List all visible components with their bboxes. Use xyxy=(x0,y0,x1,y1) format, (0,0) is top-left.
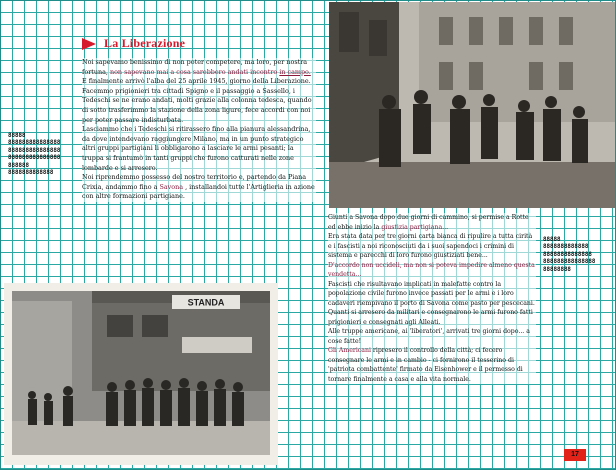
text-column-1 xyxy=(82,58,316,202)
standa-sign-text: STANDA xyxy=(187,297,225,308)
paragraph: Giunti a Savona dopo due giorni di cammino, si permise a Rotte ed ebbe inizio la giustizia partigiana... xyxy=(328,214,529,231)
paragraph: Facemmo prigionieri tra cittadì Spigno e il passaggio a Sassello, i Tedeschi se ne erano andati, molti grazie alla colonna tedesca, quando di sotto trasferimmo la stazione della zona ligure, fece accordi con noi per poter passare indisturbata. xyxy=(82,86,312,124)
arrow-right-icon xyxy=(82,38,96,50)
photo-partisans-standa xyxy=(4,283,278,465)
page-number: 17 xyxy=(564,449,586,461)
paragraph: Quanti si arresero da militari e consegnarono le armi furono fatti prigionieri e consegnati agli Alleati. xyxy=(328,309,533,326)
highlight-text: non sapevano mai a cosa sarebbero andati incontro xyxy=(109,67,278,76)
photo-partisans-street xyxy=(329,2,615,208)
paragraph: Noi sapevamo benissimo di non poter competere, ma loro, per nostra fortuna, non sapevano mai a cosa sarebbero andati incontro in campo. xyxy=(82,58,311,76)
photo-partisans-street-image xyxy=(329,2,615,208)
highlight-text: Gli Americani xyxy=(328,347,371,354)
highlight-text: in campo. xyxy=(279,67,311,76)
paragraph: Lasciammo che i Tedeschi si ritirassero fino alla pianura alessandrina, da dove intendevano raggiungere Milano, ma in un punto strategico altri gruppi partigiani li obbligarono a lasciare le armi pesanti; la truppa si frantumò in tanti gruppi che furono catturati nelle zone lombarde e si arresero. xyxy=(82,125,311,172)
paragraph: Noi riprendemmo possesso del nostro territorio e, partendo da Piana Crixia, andammo fino a Savona , installandoi tutte l'Artiglieria in azione con altre formazioni partigiane. xyxy=(82,173,315,201)
paragraph: Alle truppe americane, ai 'liberatori', arrivati tre giorni dopo... a cose fatte! xyxy=(328,328,530,345)
section-title-text: La Liberazione xyxy=(104,36,186,50)
text-column-2 xyxy=(328,213,536,384)
highlight-paragraph: D'accordo non uccideli, ma non si poteva impedire almeno questa vendetta... xyxy=(328,261,535,278)
paragraph: Gli Americani ripresero il controllo della città; ci fecero consegnare le armi e in cambio - ci fornirono il tesserino di 'patriota combattente' firmato da Eisenhower e il permesso di tornare finalmente a casa e alla vita normale. xyxy=(328,347,523,383)
highlight-text: Savona xyxy=(159,182,184,191)
photo-partisans-standa-image xyxy=(12,291,270,455)
section-title xyxy=(82,36,185,51)
paragraph: Era stata data per tre giorni carta bianca di ripulire a tutta cirità e i fascisti a noi riconosciuti da i suoi sapendoci i crimini di sistema e parecchi di loro furono giustiziati bene... xyxy=(328,233,533,259)
photo-scene xyxy=(12,291,270,455)
margin-note-left: 88888 888888888888888 888888888888888 888888888888888 888888 8888888888888 xyxy=(8,133,61,177)
margin-note-right: 88888 8888888888888 88888888888888 888888888888888 88888888 xyxy=(543,237,596,273)
paragraph: E finalmente arrivò l'alba del 25 aprile 1945, giorno della Liberazione. xyxy=(82,77,311,86)
highlight-text: giustizia partigiana xyxy=(381,223,443,231)
paragraph: Fascisti che risultavano implicati in malefatte contro la popolazione civile furono invece passati per le armi e i loro cadaveri riempivano il porto di Savona come pasto per pescecani. xyxy=(328,280,535,307)
